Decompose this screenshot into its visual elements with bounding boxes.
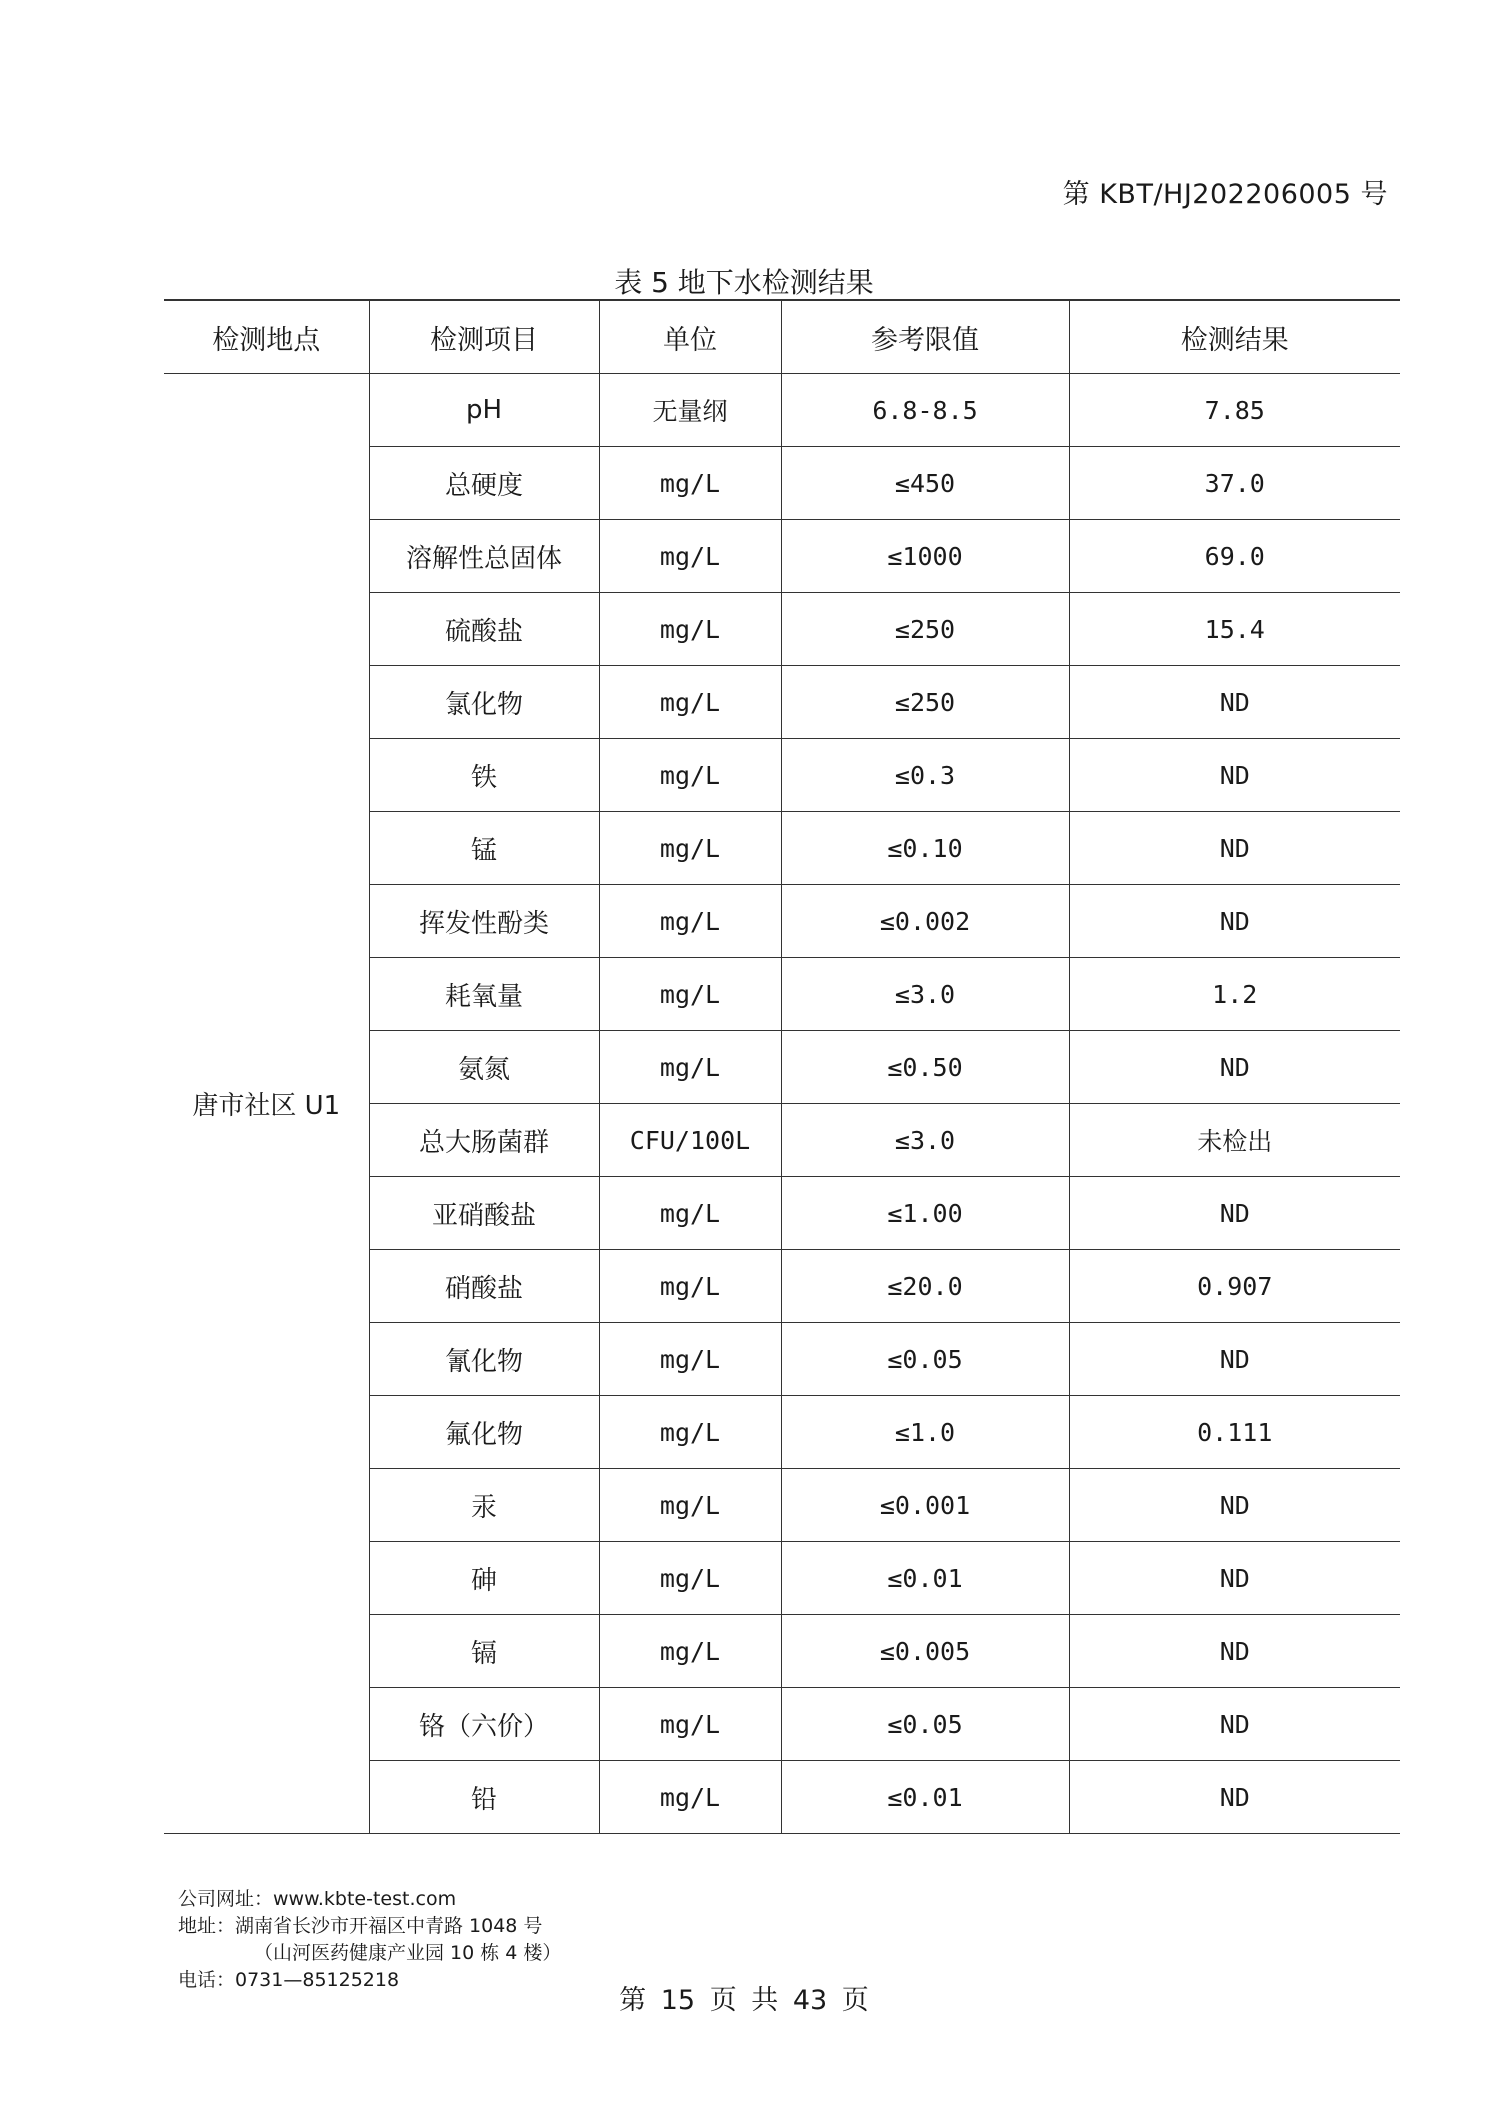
limit-cell: ≤0.10 [781, 812, 1069, 885]
limit-cell: 6.8-8.5 [781, 374, 1069, 447]
result-cell: 7.85 [1069, 374, 1400, 447]
footer-address: 地址：湖南省长沙市开福区中青路 1048 号 [178, 1915, 543, 1937]
report-number: 第 KBT/HJ202206005 号 [1062, 179, 1388, 210]
item-cell: 总大肠菌群 [369, 1104, 599, 1177]
unit-cell: mg/L [599, 1396, 781, 1469]
table-body [164, 374, 1400, 1834]
limit-cell: ≤0.002 [781, 885, 1069, 958]
unit-cell: 无量纲 [599, 374, 781, 447]
limit-cell: ≤0.3 [781, 739, 1069, 812]
limit-cell: ≤0.01 [781, 1542, 1069, 1615]
item-cell: 镉 [369, 1615, 599, 1688]
limit-cell: ≤1000 [781, 520, 1069, 593]
result-cell: ND [1069, 812, 1400, 885]
limit-cell: ≤0.50 [781, 1031, 1069, 1104]
item-cell: 总硬度 [369, 447, 599, 520]
result-cell: 0.907 [1069, 1250, 1400, 1323]
limit-cell: ≤3.0 [781, 1104, 1069, 1177]
column-header-item: 检测项目 [369, 300, 599, 374]
item-cell: 氯化物 [369, 666, 599, 739]
limit-cell: ≤0.01 [781, 1761, 1069, 1834]
item-cell: pH [369, 374, 599, 447]
result-cell: ND [1069, 739, 1400, 812]
results-table [164, 299, 1400, 1834]
result-cell: ND [1069, 1615, 1400, 1688]
table-title: 表 5 地下水检测结果 [614, 266, 874, 299]
limit-cell: ≤20.0 [781, 1250, 1069, 1323]
limit-cell: ≤250 [781, 666, 1069, 739]
result-cell: ND [1069, 1542, 1400, 1615]
unit-cell: mg/L [599, 520, 781, 593]
result-cell: 1.2 [1069, 958, 1400, 1031]
unit-cell: mg/L [599, 1177, 781, 1250]
result-cell: ND [1069, 1031, 1400, 1104]
result-cell: 0.111 [1069, 1396, 1400, 1469]
unit-cell: mg/L [599, 739, 781, 812]
unit-cell: mg/L [599, 666, 781, 739]
item-cell: 耗氧量 [369, 958, 599, 1031]
unit-cell: mg/L [599, 1542, 781, 1615]
item-cell: 铬（六价） [369, 1688, 599, 1761]
column-header-location: 检测地点 [164, 300, 369, 374]
result-cell: ND [1069, 1177, 1400, 1250]
footer-address-detail: （山河医药健康产业园 10 栋 4 楼） [254, 1942, 562, 1964]
unit-cell: mg/L [599, 1250, 781, 1323]
item-cell: 氟化物 [369, 1396, 599, 1469]
unit-cell: CFU/100L [599, 1104, 781, 1177]
item-cell: 砷 [369, 1542, 599, 1615]
unit-cell: mg/L [599, 1688, 781, 1761]
item-cell: 氰化物 [369, 1323, 599, 1396]
footer-phone: 电话：0731—85125218 [178, 1969, 400, 1991]
item-cell: 硝酸盐 [369, 1250, 599, 1323]
location-cell: 唐市社区 U1 [164, 374, 369, 1834]
unit-cell: mg/L [599, 1615, 781, 1688]
unit-cell: mg/L [599, 1761, 781, 1834]
result-cell: ND [1069, 1761, 1400, 1834]
unit-cell: mg/L [599, 1323, 781, 1396]
page-number: 第 15 页 共 43 页 [619, 1985, 869, 2016]
limit-cell: ≤250 [781, 593, 1069, 666]
result-cell: ND [1069, 1469, 1400, 1542]
limit-cell: ≤1.0 [781, 1396, 1069, 1469]
result-cell: 37.0 [1069, 447, 1400, 520]
column-header-unit: 单位 [599, 300, 781, 374]
limit-cell: ≤0.05 [781, 1688, 1069, 1761]
unit-cell: mg/L [599, 885, 781, 958]
item-cell: 溶解性总固体 [369, 520, 599, 593]
unit-cell: mg/L [599, 1469, 781, 1542]
item-cell: 亚硝酸盐 [369, 1177, 599, 1250]
item-cell: 锰 [369, 812, 599, 885]
footer-website: 公司网址：www.kbte-test.com [178, 1888, 457, 1910]
unit-cell: mg/L [599, 447, 781, 520]
item-cell: 铅 [369, 1761, 599, 1834]
limit-cell: ≤1.00 [781, 1177, 1069, 1250]
limit-cell: ≤0.001 [781, 1469, 1069, 1542]
item-cell: 汞 [369, 1469, 599, 1542]
result-cell: ND [1069, 1323, 1400, 1396]
unit-cell: mg/L [599, 812, 781, 885]
table-header-row [164, 300, 1400, 374]
result-cell: 未检出 [1069, 1104, 1400, 1177]
result-cell: ND [1069, 666, 1400, 739]
result-cell: ND [1069, 1688, 1400, 1761]
item-cell: 硫酸盐 [369, 593, 599, 666]
unit-cell: mg/L [599, 593, 781, 666]
table-row [164, 374, 1400, 447]
item-cell: 氨氮 [369, 1031, 599, 1104]
column-header-limit: 参考限值 [781, 300, 1069, 374]
item-cell: 挥发性酚类 [369, 885, 599, 958]
result-cell: 15.4 [1069, 593, 1400, 666]
item-cell: 铁 [369, 739, 599, 812]
result-cell: 69.0 [1069, 520, 1400, 593]
unit-cell: mg/L [599, 1031, 781, 1104]
limit-cell: ≤450 [781, 447, 1069, 520]
unit-cell: mg/L [599, 958, 781, 1031]
result-cell: ND [1069, 885, 1400, 958]
limit-cell: ≤3.0 [781, 958, 1069, 1031]
column-header-result: 检测结果 [1069, 300, 1400, 374]
limit-cell: ≤0.005 [781, 1615, 1069, 1688]
limit-cell: ≤0.05 [781, 1323, 1069, 1396]
